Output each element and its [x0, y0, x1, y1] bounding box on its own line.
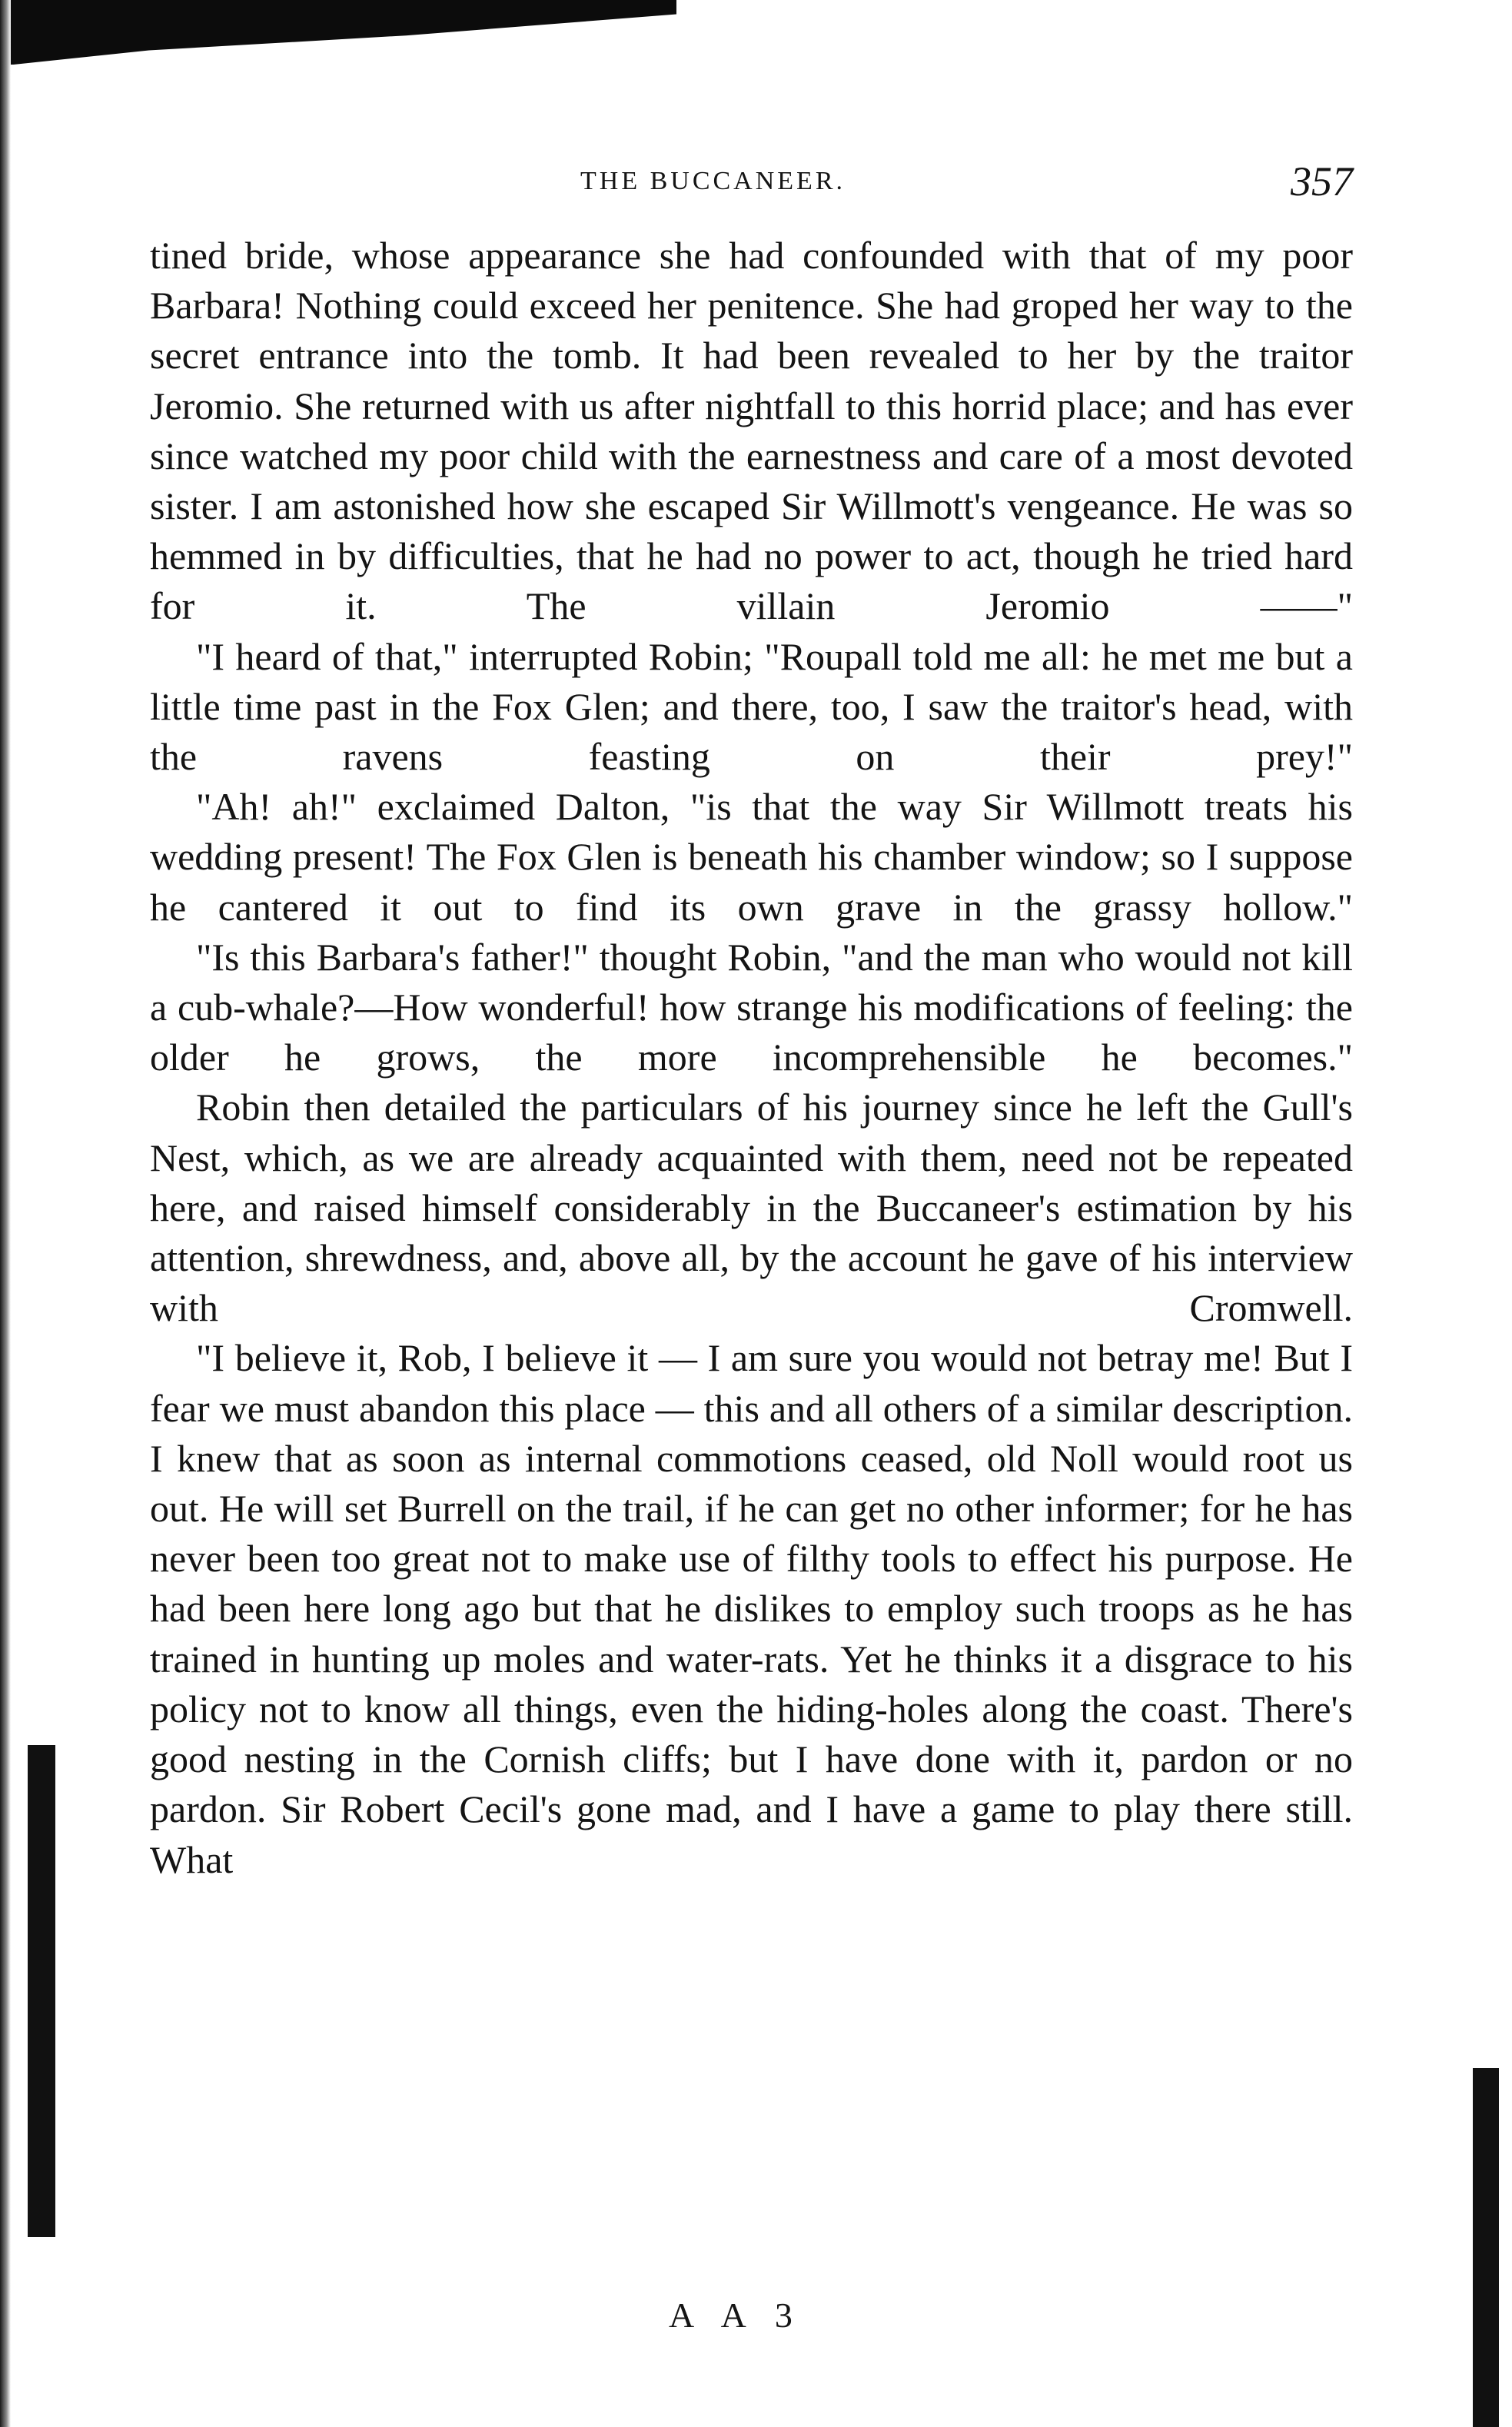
scan-bar-left [28, 1745, 55, 2237]
signature-mark: A A 3 [669, 2296, 803, 2335]
paragraph: "I believe it, Rob, I believe it — I am sure you would not betray me! But I fear we must abandon this place — this and all others of a similar description. I knew that as soon as internal commotions ceased, old Noll would root us out. He will set Burrell on the trail, if he can get no other informer; for he has never been too great not to make use of filthy tools to effect his purpose. He had been here long ago but that he dislikes to employ such troops as he has trained in hunting up moles and water-rats. Yet he thinks it a disgrace to his policy not to know all things, even the hiding-holes along the coast. There's good nesting in the Cornish cliffs; but I have done with it, pardon or no pardon. Sir Robert Cecil's gone mad, and I have a game to play there still. What [150, 1336, 1353, 1881]
paragraph: "Ah! ah!" exclaimed Dalton, "is that the way Sir Willmott treats his wedding present! The Fox Glen is beneath his chamber window; so I suppose he cantered it out to find its own grave in the grassy hollow." [150, 785, 1353, 929]
scan-edge-left [0, 0, 11, 2427]
paragraph: Robin then detailed the particulars of his journey since he left the Gull's Nest, which, as we are already acquainted with them, need not be repeated here, and raised himself considerably in the Buccaneer's estimation by his attention, shrewdness, and, above all, by the account he gave of his interview with Cromwell. [150, 1086, 1353, 1330]
page-number: 357 [1291, 158, 1353, 204]
scan-bar-right [1473, 2068, 1499, 2427]
running-title: THE BUCCANEER. [580, 167, 846, 195]
body-text [150, 231, 1353, 1885]
paragraph: "I heard of that," interrupted Robin; "Roupall told me all: he met me but a little time past in the Fox Glen; and there, too, I saw the traitor's head, with the ravens feasting on their prey!" [150, 634, 1353, 779]
paragraph: "Is this Barbara's father!" thought Robin, "and the man who would not kill a cub-whale?—How wonderful! how strange his modifications of feeling: the older he grows, the more incomprehensible he becomes." [150, 935, 1353, 1079]
page-header [150, 158, 1353, 211]
paragraph: tined bride, whose appearance she had confounded with that of my poor Barbara! Nothing could exceed her penitence. She had groped her way to the secret entrance into the tomb. It had been revealed to her by the traitor Jeromio. She returned with us after nightfall to this horrid place; and has ever since watched my poor child with the earnestness and care of a most devoted sister. I am astonished how she escaped Sir Willmott's vengeance. He was so hemmed in by difficulties, that he had no power to act, though he tried hard for it. The villain Jeromio ——" [150, 234, 1353, 628]
scan-edge-top [0, 0, 676, 65]
